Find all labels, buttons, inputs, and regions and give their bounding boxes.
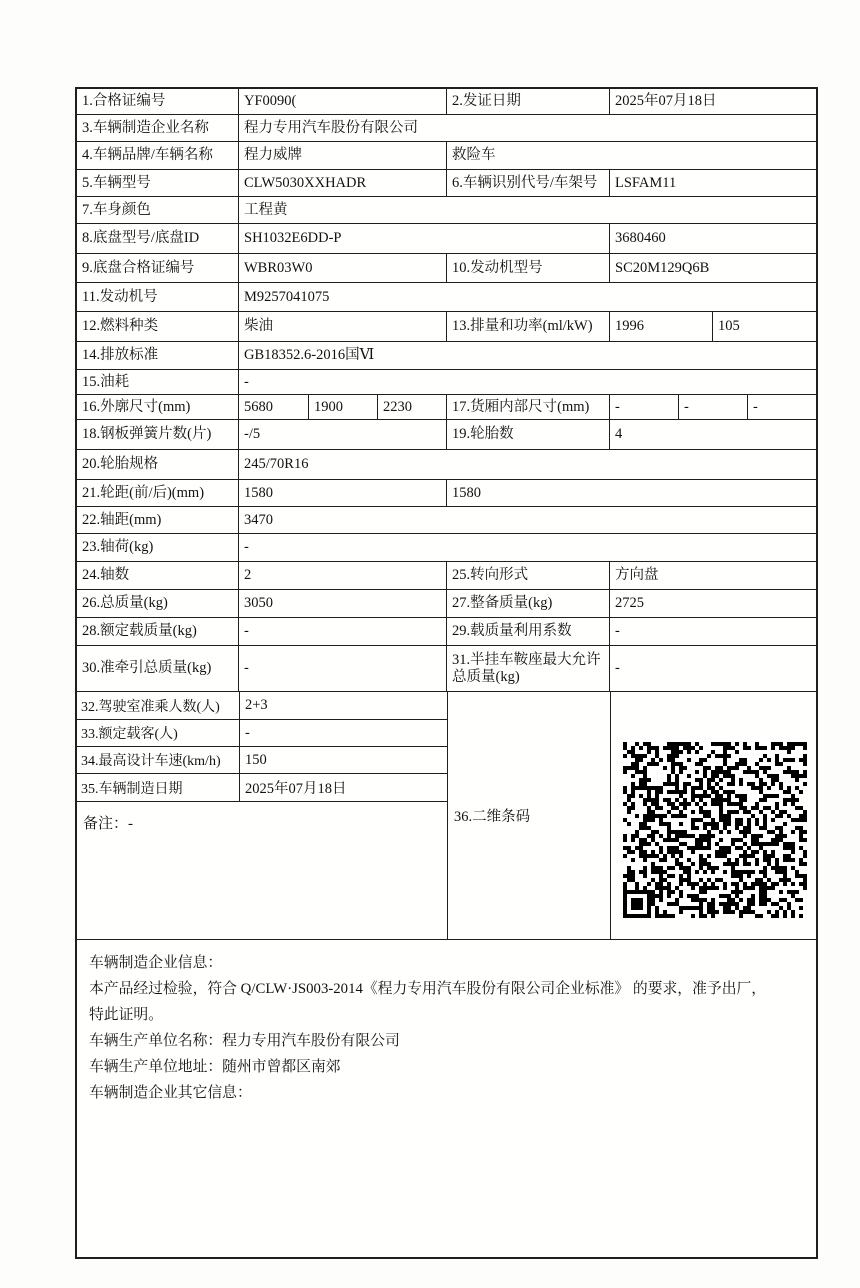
field-value: 柴油 xyxy=(239,312,447,341)
table-row xyxy=(77,507,816,534)
table-row xyxy=(77,450,816,480)
field-value: 3680460 xyxy=(615,230,666,247)
field-label: 13.排量和功率(ml/kW) xyxy=(447,312,610,341)
field-value: - xyxy=(615,623,620,640)
manufacturer-info-line: 特此证明。 xyxy=(89,1007,163,1023)
field-label: 11.发动机号 xyxy=(77,283,239,311)
field-label: 31.半挂车鞍座最大允许总质量(kg) xyxy=(447,646,610,691)
table-row xyxy=(77,197,816,224)
field-value: GB18352.6-2016国Ⅵ xyxy=(244,347,375,364)
field-value: 5680 xyxy=(239,395,309,419)
field-value: 4 xyxy=(615,426,623,443)
table-row xyxy=(77,590,816,618)
field-value: 2025年07月18日 xyxy=(615,93,717,110)
field-label: 29.载质量利用系数 xyxy=(447,618,610,645)
field-value: - xyxy=(244,539,249,556)
field-value: - xyxy=(239,646,447,691)
field-value: 2230 xyxy=(378,395,447,419)
table-row xyxy=(77,692,447,720)
manufacturer-info-line: 车辆生产单位地址：随州市曾都区南郊 xyxy=(89,1059,341,1075)
field-label: 33.额定载客(人) xyxy=(77,720,240,746)
field-value: - xyxy=(239,618,447,645)
manufacturer-info-line: 车辆生产单位名称：程力专用汽车股份有限公司 xyxy=(89,1033,400,1049)
field-value: 3470 xyxy=(244,511,273,528)
field-value: 程力威牌 xyxy=(239,142,447,169)
field-label: 6.车辆识别代号/车架号 xyxy=(447,170,610,196)
field-value: 2725 xyxy=(615,595,644,612)
table-row xyxy=(77,283,816,312)
field-label: 12.燃料种类 xyxy=(77,312,239,341)
field-value: SC20M129Q6B xyxy=(615,259,710,276)
field-label: 22.轴距(mm) xyxy=(77,507,239,533)
field-label: 19.轮胎数 xyxy=(447,420,610,449)
manufacturer-info-section xyxy=(77,940,816,1257)
table-row xyxy=(77,480,816,507)
field-label: 18.钢板弹簧片数(片) xyxy=(77,420,239,449)
field-value: 方向盘 xyxy=(615,567,659,584)
field-value: 2025年07月18日 xyxy=(245,781,347,797)
field-value: 程力专用汽车股份有限公司 xyxy=(244,119,418,136)
field-value: 150 xyxy=(245,751,267,768)
field-label: 14.排放标准 xyxy=(77,342,239,369)
manufacturer-info-line: 车辆制造企业其它信息： xyxy=(89,1085,252,1101)
table-row xyxy=(77,646,816,692)
field-label: 3.车辆制造企业名称 xyxy=(77,115,239,141)
qr-section-label: 36.二维条码 xyxy=(448,692,611,939)
field-label: 15.油耗 xyxy=(77,370,239,394)
field-value: 2+3 xyxy=(245,697,268,713)
field-label: 28.额定载质量(kg) xyxy=(77,618,239,645)
field-value: - xyxy=(753,398,758,415)
field-label: 21.轮距(前/后)(mm) xyxy=(77,480,239,506)
field-value: - xyxy=(245,724,250,741)
table-row xyxy=(77,312,816,342)
manufacturer-info-line: 车辆制造企业信息： xyxy=(89,955,223,971)
table-row xyxy=(77,720,447,747)
field-value: - xyxy=(679,395,748,419)
field-label: 9.底盘合格证编号 xyxy=(77,254,239,282)
table-row xyxy=(77,618,816,646)
field-value: 1580 xyxy=(239,480,447,506)
field-value: - xyxy=(244,373,249,390)
field-label: 34.最高设计车速(km/h) xyxy=(77,747,240,773)
field-value: WBR03W0 xyxy=(239,254,447,282)
table-row xyxy=(77,395,816,420)
field-label: 10.发动机型号 xyxy=(447,254,610,282)
table-row xyxy=(77,170,816,197)
field-value: - xyxy=(610,395,679,419)
field-value: LSFAM11 xyxy=(615,174,677,191)
field-label: 27.整备质量(kg) xyxy=(447,590,610,617)
field-label: 1.合格证编号 xyxy=(77,89,239,114)
table-row xyxy=(77,115,816,142)
field-label: 32.驾驶室准乘人数(人) xyxy=(77,692,240,719)
field-label: 16.外廓尺寸(mm) xyxy=(77,395,239,419)
field-label: 4.车辆品牌/车辆名称 xyxy=(77,142,239,169)
field-label: 5.车辆型号 xyxy=(77,170,239,196)
table-row xyxy=(77,420,816,450)
field-value: CLW5030XXHADR xyxy=(239,170,447,196)
manufacturer-info-line: 本产品经过检验，符合 Q/CLW·JS003-2014《程力专用汽车股份有限公司企业标准》 的要求，准予出厂， xyxy=(89,981,767,997)
field-value: SH1032E6DD-P xyxy=(239,224,610,253)
field-value: 工程黄 xyxy=(244,201,288,218)
field-value: 1580 xyxy=(452,484,481,501)
left-field-rows xyxy=(77,692,448,939)
qr-code xyxy=(623,742,807,920)
field-value: -/5 xyxy=(239,420,447,449)
field-value: M9257041075 xyxy=(244,288,330,305)
table-row xyxy=(77,774,447,802)
remark-cell: 备注：- xyxy=(83,816,133,832)
table-row xyxy=(77,534,816,562)
field-label: 35.车辆制造日期 xyxy=(77,774,240,801)
qr-cell xyxy=(611,692,816,939)
field-value: 1996 xyxy=(610,312,713,341)
table-row xyxy=(77,747,447,774)
field-value: 1900 xyxy=(309,395,378,419)
field-label: 23.轴荷(kg) xyxy=(77,534,239,561)
table-row xyxy=(77,562,816,590)
field-value: 105 xyxy=(718,318,740,335)
table-row xyxy=(77,224,816,254)
field-label: 25.转向形式 xyxy=(447,562,610,589)
certificate-field-rows xyxy=(77,89,816,692)
field-value: 3050 xyxy=(239,590,447,617)
table-row xyxy=(77,370,816,395)
table-row xyxy=(77,342,816,370)
field-label: 8.底盘型号/底盘ID xyxy=(77,224,239,253)
certificate-table xyxy=(75,87,818,1259)
field-value: 245/70R16 xyxy=(244,456,309,473)
field-value: 救险车 xyxy=(452,147,496,164)
field-value: 2 xyxy=(239,562,447,589)
field-value: - xyxy=(615,660,620,677)
field-label: 7.车身颜色 xyxy=(77,197,239,223)
field-value: YF0090( xyxy=(239,89,447,114)
table-row xyxy=(77,89,816,115)
bottom-block xyxy=(77,692,816,940)
table-row xyxy=(77,142,816,170)
field-label: 24.轴数 xyxy=(77,562,239,589)
field-label: 30.准牵引总质量(kg) xyxy=(77,646,239,691)
field-label: 26.总质量(kg) xyxy=(77,590,239,617)
field-label: 2.发证日期 xyxy=(447,89,610,114)
table-row xyxy=(77,254,816,283)
field-label: 20.轮胎规格 xyxy=(77,450,239,479)
field-label: 17.货厢内部尺寸(mm) xyxy=(447,395,610,419)
